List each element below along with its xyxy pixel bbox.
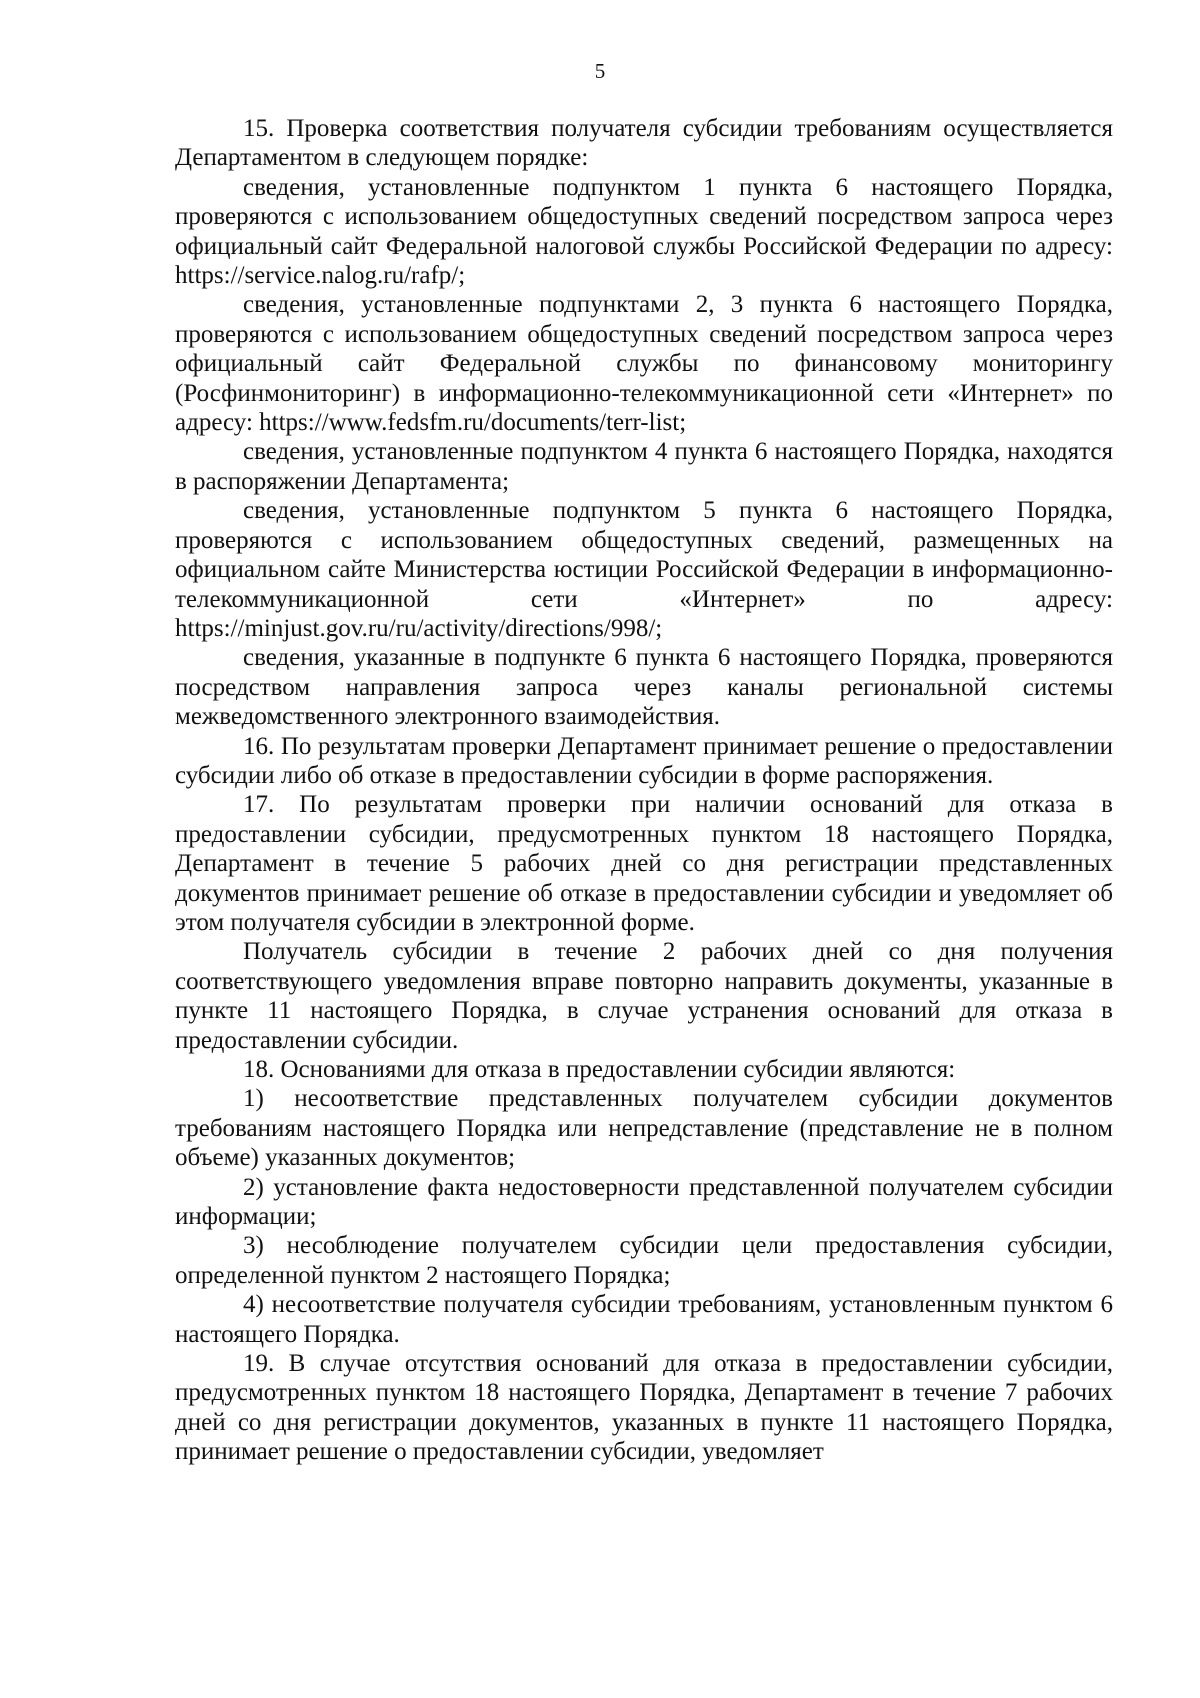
paragraph-17: 17. По результатам проверки при наличии оснований для отказа в предоставлении субсидии, предусмотренных пунктом 18 настоящего Порядка, Департамент в течение 5 рабочих дней со дня регистрации представленных документов принимает решение об отказе в предоставлении субсидии и уведомляет об этом получателя субсидии в электронной форме. [175,791,1113,936]
paragraph-refusal-ground-2: 2) установление факта недостоверности представленной получателем субсидии информации; [175,1173,1113,1231]
paragraph-16: 16. По результатам проверки Департамент принимает решение о предоставлении субсидии либо об отказе в предоставлении субсидии в форме распоряжения. [175,732,1113,789]
paragraph-check-subitem-4: сведения, установленные подпунктом 4 пункта 6 настоящего Порядка, находятся в распоряжении Департамента; [175,438,1113,495]
page-number: 5 [594,59,606,83]
document-body [175,114,1113,1467]
paragraph-check-subitem-5: сведения, установленные подпунктом 5 пункта 6 настоящего Порядка, проверяются с использованием общедоступных сведений, размещенных на официальном сайте Министерства юстиции Российской Федерации в информационно-телекоммуникационной сети «Интернет» по адресу: https://minjust.gov.ru/ru/activity/directions/998/; [175,497,1113,642]
paragraph-check-subitem-6: сведения, указанные в подпункте 6 пункта 6 настоящего Порядка, проверяются посредством направления запроса через каналы региональной системы межведомственного электронного взаимодействия. [175,644,1113,731]
paragraph-check-subitem-1: сведения, установленные подпунктом 1 пункта 6 настоящего Порядка, проверяются с использованием общедоступных сведений посредством запроса через официальный сайт Федеральной налоговой службы Российской Федерации по адресу: https://service.nalog.ru/rafp/; [175,173,1113,290]
paragraph-18: 18. Основаниями для отказа в предоставлении субсидии являются: [243,1056,956,1083]
paragraph-19: 19. В случае отсутствия оснований для отказа в предоставлении субсидии, предусмотренных пунктом 18 настоящего Порядка, Департамент в течение 7 рабочих дней со дня регистрации документов, указанных в пункте 11 настоящего Порядка, принимает решение о предоставлении субсидии, уведомляет [175,1350,1113,1466]
paragraph-refusal-ground-1: 1) несоответствие представленных получателем субсидии документов требованиям настоящего Порядка или непредставление (представление не в полном объеме) указанных документов; [175,1085,1113,1172]
paragraph-resubmission: Получатель субсидии в течение 2 рабочих дней со дня получения соответствующего уведомления вправе повторно направить документы, указанные в пункте 11 настоящего Порядка, в случае устранения оснований для отказа в предоставлении субсидии. [175,938,1113,1054]
paragraph-refusal-ground-3: 3) несоблюдение получателем субсидии цели предоставления субсидии, определенной пунктом 2 настоящего Порядка; [175,1232,1113,1289]
paragraph-refusal-ground-4: 4) несоответствие получателя субсидии требованиям, установленным пунктом 6 настоящего Порядка. [175,1291,1113,1348]
paragraph-15: 15. Проверка соответствия получателя субсидии требованиям осуществляется Департаментом в следующем порядке: [175,115,1113,172]
paragraph-check-subitems-2-3: сведения, установленные подпунктами 2, 3 пункта 6 настоящего Порядка, проверяются с использованием общедоступных сведений посредством запроса через официальный сайт Федеральной службы по финансовому мониторингу (Росфинмониторинг) в информационно-телекоммуникационной сети «Интернет» по адресу: https://www.fedsfm.ru/documents/terr-list; [175,291,1113,437]
